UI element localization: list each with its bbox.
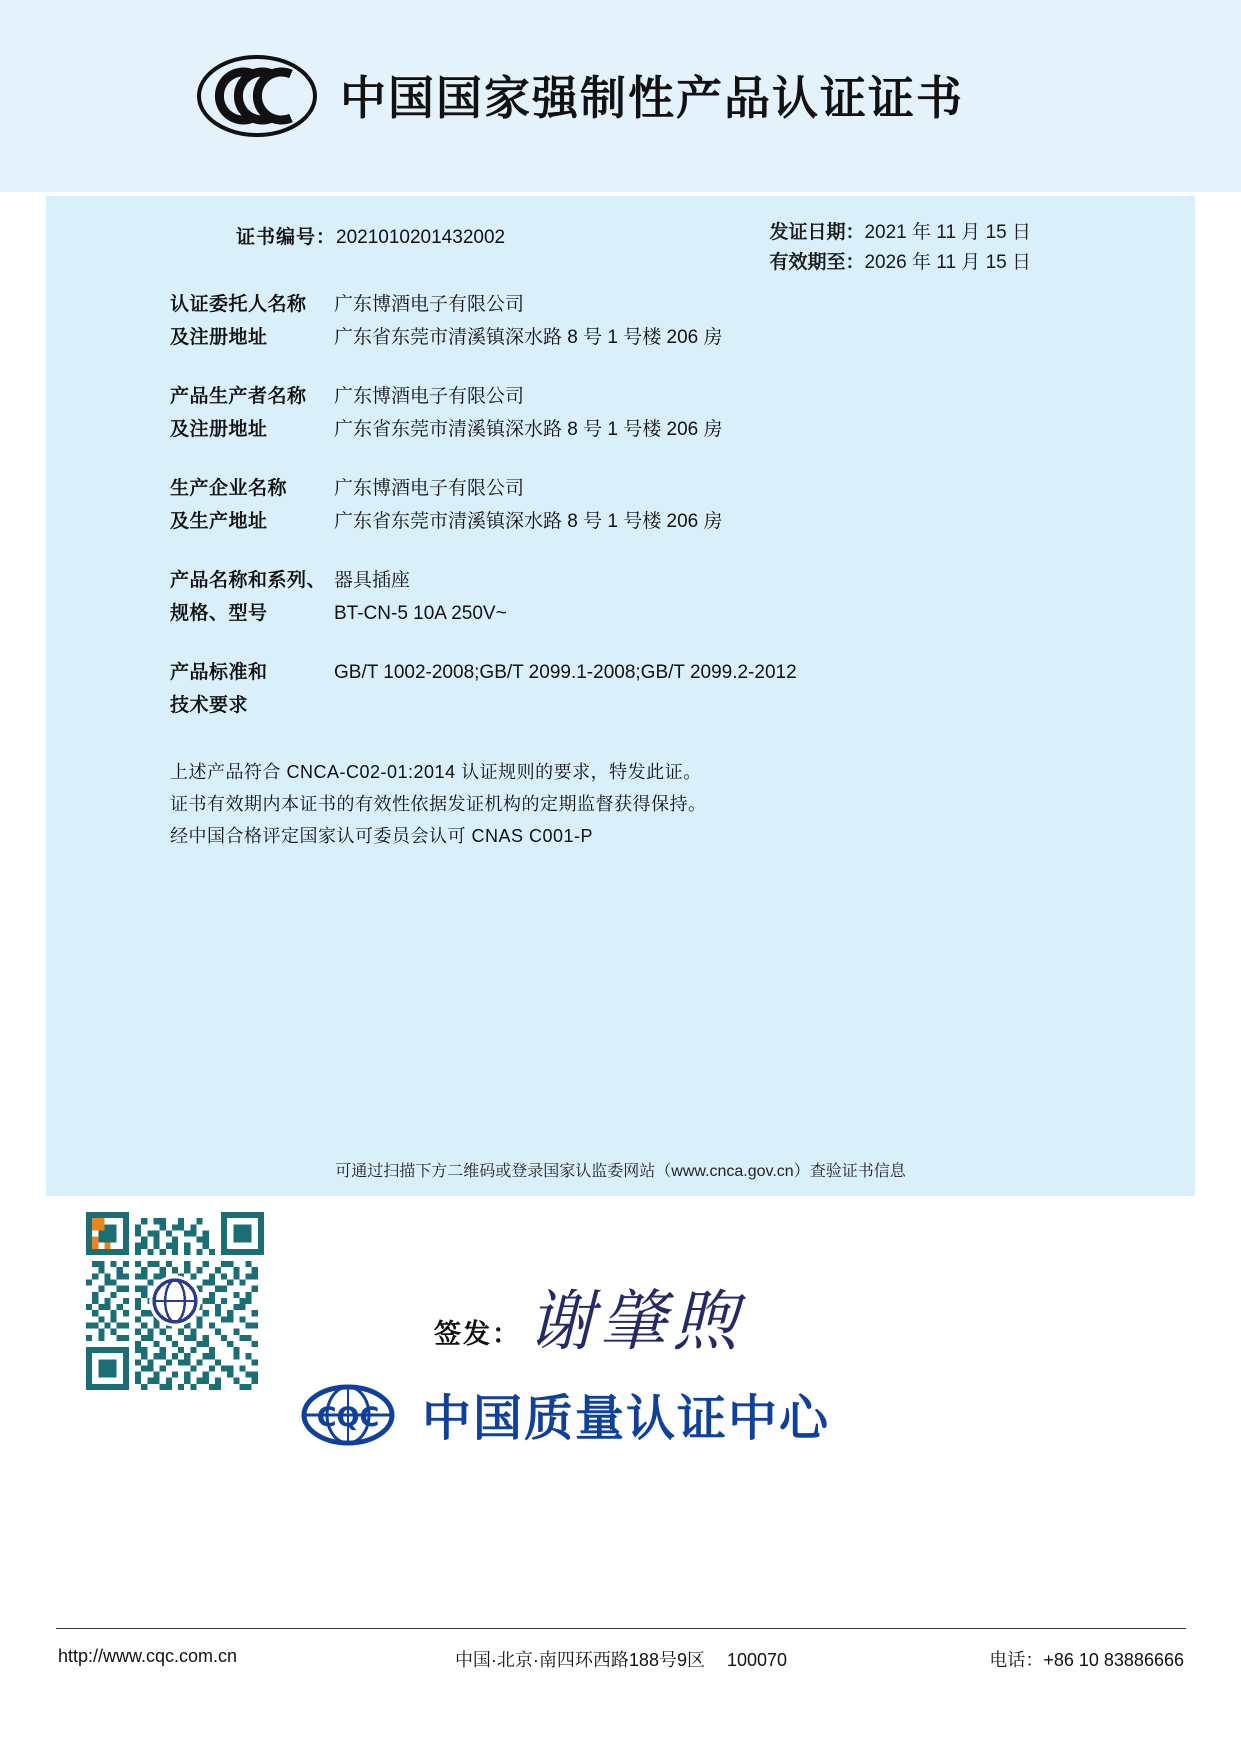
certificate-body-panel <box>46 196 1195 1196</box>
issue-date-row <box>769 218 1031 248</box>
product-label-line1: 产品名称和系列、 <box>170 570 327 591</box>
issuer-block <box>296 1380 830 1450</box>
certificate-notes <box>170 756 707 852</box>
footer-website[interactable]: http://www.cqc.com.cn <box>58 1646 238 1666</box>
cqc-logo-icon <box>296 1382 412 1448</box>
certificate-number <box>236 222 505 249</box>
product-label-line2: 规格、型号 <box>170 603 268 624</box>
page-title: 中国国家强制性产品认证证书 <box>340 71 964 125</box>
manufacturer-name: 广东博酒电子有限公司 <box>334 386 525 407</box>
certificate-number-value: 2021010201432002 <box>336 227 506 248</box>
note-line-1: 上述产品符合 CNCA-C02-01:2014 认证规则的要求，特发此证。 <box>170 762 702 782</box>
standards-label-line1: 产品标准和 <box>170 662 268 683</box>
certificate-number-label: 证书编号： <box>236 227 337 248</box>
issue-date-value: 2021 年 11 月 15 日 <box>864 222 1031 243</box>
footer-postcode: 100070 <box>726 1650 788 1670</box>
signature-label: 签发： <box>434 1319 521 1349</box>
field-row-factory <box>170 472 1090 538</box>
certificate-fields <box>170 288 1090 748</box>
footer-divider <box>56 1628 1186 1629</box>
field-row-standards <box>170 656 1090 722</box>
factory-address: 广东省东莞市清溪镇深水路 8 号 1 号楼 206 房 <box>334 511 723 532</box>
manufacturer-label-line1: 产品生产者名称 <box>170 386 307 407</box>
qr-code[interactable] <box>86 1212 264 1390</box>
verify-note: 可通过扫描下方二维码或登录国家认监委网站（www.cnca.gov.cn）查验证书信息 <box>335 1163 906 1180</box>
note-line-3: 经中国合格评定国家认可委员会认可 CNAS C001-P <box>170 826 594 846</box>
manufacturer-address: 广东省东莞市清溪镇深水路 8 号 1 号楼 206 房 <box>334 419 723 440</box>
valid-until-value: 2026 年 11 月 15 日 <box>864 252 1031 273</box>
valid-until-label: 有效期至： <box>769 252 865 273</box>
svg-text:CQC: CQC <box>316 1402 380 1433</box>
product-name: 器具插座 <box>334 570 411 591</box>
issuer-name: 中国质量认证中心 <box>422 1390 831 1447</box>
issue-date-label: 发证日期： <box>769 222 865 243</box>
factory-label-line1: 生产企业名称 <box>170 478 288 499</box>
signature-name: 谢肇煦 <box>528 1283 744 1360</box>
applicant-label-line2: 及注册地址 <box>170 327 268 348</box>
certificate-dates <box>769 218 1031 278</box>
valid-until-row <box>769 248 1031 278</box>
standards-label-line2: 技术要求 <box>170 695 249 716</box>
footer-phone: +86 10 83886666 <box>1043 1650 1184 1670</box>
applicant-label-line1: 认证委托人名称 <box>170 294 307 315</box>
factory-label-line2: 及生产地址 <box>170 511 268 532</box>
factory-name: 广东博酒电子有限公司 <box>334 478 525 499</box>
footer-phone-group <box>989 1646 1184 1672</box>
applicant-address: 广东省东莞市清溪镇深水路 8 号 1 号楼 206 房 <box>334 327 723 348</box>
field-row-manufacturer <box>170 380 1090 446</box>
field-row-applicant <box>170 288 1090 354</box>
ccc-logo-icon <box>196 54 318 138</box>
footer-phone-label: 电话： <box>989 1650 1044 1670</box>
manufacturer-label-line2: 及注册地址 <box>170 419 268 440</box>
standards-value: GB/T 1002-2008;GB/T 2099.1-2008;GB/T 2099.2-2012 <box>334 662 797 683</box>
field-row-product <box>170 564 1090 630</box>
product-model: BT-CN-5 10A 250V~ <box>334 603 507 624</box>
footer-address: 中国·北京·南四环西路188号9区 <box>454 1650 705 1670</box>
note-line-2: 证书有效期内本证书的有效性依据发证机构的定期监督获得保持。 <box>170 794 707 814</box>
page-footer <box>56 1640 1186 1680</box>
applicant-name: 广东博酒电子有限公司 <box>334 294 525 315</box>
certificate-header <box>0 0 1241 192</box>
